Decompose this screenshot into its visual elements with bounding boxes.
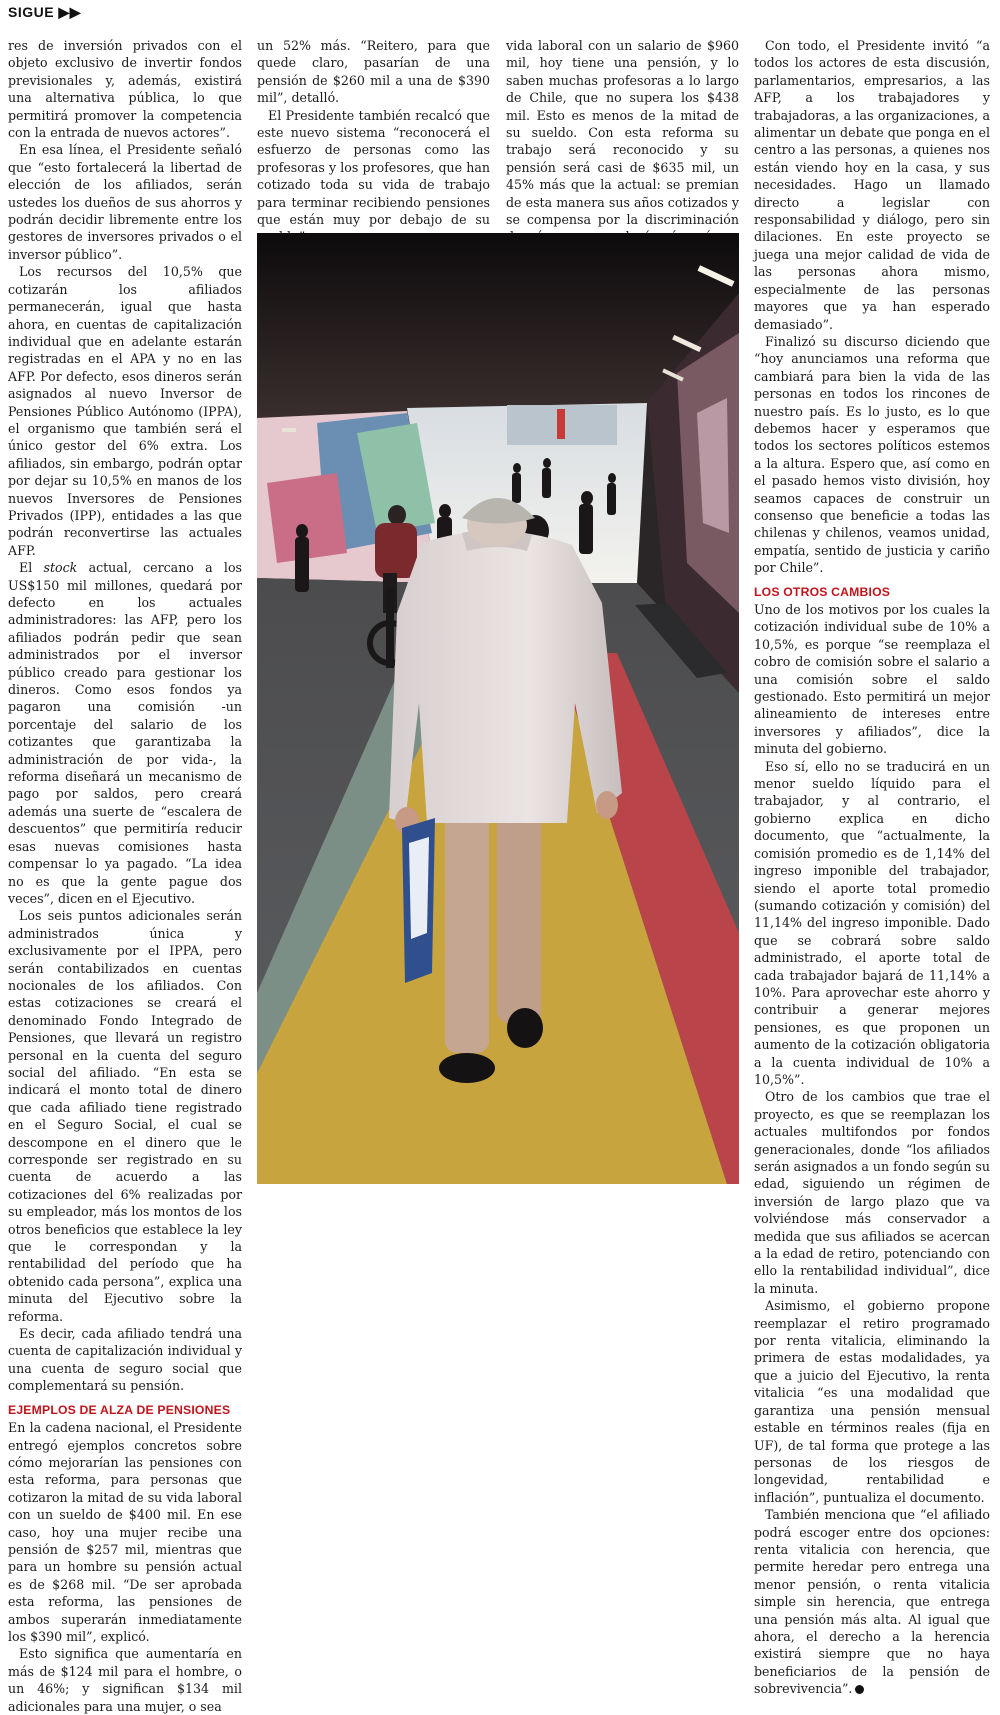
paragraph: Finalizó su discurso diciendo que “hoy anunciamos una reforma que cambiará para bien la vida de las personas en todos los rincones de nuestro país. Es lo justo, es lo que debemos hacer y esperamos que todos los sectores políticos estemos a la altura. Espero que, así como en el pasado hemos visto división, hoy seamos capaces de construir un consenso que beneficie a todas las chilenas y chilenos, veamos unidad, empatía, sentido de justicia y cariño por Chile”.: [754, 333, 990, 576]
text-run: actual, cercano a los US$150 mil millones, quedará por defecto en los actuales administradores: las AFP, pero los afiliados podrán pedir que sean administrados por el inversor público creado para gestionar los dineros. Como esos fondos ya pagaron una comisión -un porcentaje del salario de los cotizantes que garantizaba la administración de por vida-, la reforma diseñará un mecanismo de pago por saldos, pero creará además una suerte de “escalera de descuentos” que permitiría reducir esas nuevas comisiones hasta compensar lo ya pagado. “La idea no es que la gente pague dos veces”, dicen en el Ejecutivo.: [8, 560, 242, 906]
paragraph: Asimismo, el gobierno propone reemplazar el retiro programado por renta vitalicia, eliminando la primera de estas modalidades, ya que a juicio del Ejecutivo, la renta vitalicia “es una modalidad que garantiza una pensión mensual estable en términos reales (fija en UF), de tal forma que protege a las personas de los riesgos de longevidad, rentabilidad e inflación”, puntualiza el documento.: [754, 1298, 990, 1505]
paragraph: [754, 1506, 990, 1697]
paragraph: [8, 559, 242, 907]
paragraph: El Presidente también recalcó que este nuevo sistema “reconocerá el esfuerzo de personas como las profesoras y los profesores, que han cotizado toda su vida de trabajo para terminar recibiendo pensiones que están muy por debajo de su: [257, 107, 490, 228]
tunnel-photo-illustration: [257, 233, 739, 1184]
paragraph: Los seis puntos adicionales serán administrados única y exclusivamente por el IPPA, pero serán contabilizados en cuentas nocionales de los afiliados. Con estas cotizaciones se creará el denominado Fondo Integrado de Pensiones, que llevará un registro personal en la cuenta del seguro social del afiliado. “En esta se indicará el monto total de dinero que cada afiliado tiene registrado en el Seguro Social, el cual se descompone en el dinero que le corresponde ser registrado en su cuenta de acuerdo a las cotizaciones del 6% realizadas por su empleador, más los montos de los otros beneficios que establece la ley que le correspondan y la rentabilidad del período que ha obtenido cada persona”, explica una minuta del Ejecutivo sobre la reforma.: [8, 908, 242, 1324]
paragraph: res de inversión privados con el objeto exclusivo de invertir fondos previsionales y, además, existirá una alternativa pública, lo que permitirá promover la competencia con la entrada de nuevos actores”.: [8, 38, 242, 141]
italic-term: stock: [43, 560, 78, 576]
article-column-1: [8, 37, 242, 1715]
text-run: El: [19, 560, 44, 576]
paragraph: En la cadena nacional, el Presidente entregó ejemplos concretos sobre cómo mejorarían las pensiones con esta reforma, para personas que cotizaron la mitad de su vida laboral con un sueldo de $400 mil. En ese caso, hoy una mujer recibe una pensión de $257 mil, mientras que para un hombre su pensión actual es de $268 mil. “De ser aprobada esta reforma, las pensiones de ambos superarán inmediatamente los $390 mil”, explicó.: [8, 1420, 242, 1644]
article-photo: [257, 233, 739, 1184]
paragraph: Es decir, cada afiliado tendrá una cuenta de capitalización individual y una cuenta de seguro social que complementará su pensión.: [8, 1326, 242, 1394]
paragraph: Otro de los cambios que trae el proyecto, es que se reemplazan los actuales multifondos por fondos generacionales, donde “los afiliados serán asignados a un fondo según su edad, siguiendo un régimen de inversión de largo plazo que va volviéndose más conservador a medida que sus afiliados se acercan a la edad de retiro, potenciando con ello la rentabilidad individual”, dice la minuta.: [754, 1089, 990, 1296]
paragraph: vida laboral con un salario de $960 mil, hoy tiene una pensión, y lo saben muchas profesoras a lo largo de Chile, que no supera los $438 mil. Esto es menos de la mitad de su sueldo. Con esta reforma su trabajo será reconocido y su pensión será casi de $635 mil, un 45% más que la actual: se premian de esta manera sus años cotizados y se compensa por la discriminación: [506, 38, 739, 228]
article-column-4: [754, 37, 990, 1698]
text-run: También menciona que “el afiliado podrá escoger entre dos opciones: renta vitalicia con herencia, que permite heredar pero entrega una menor pensión, o renta vitalicia simple sin herencia, que entrega una pensión más alta. Al igual que ahora, el derecho a la herencia existirá siempre que no haya beneficiarios de la pensión de sobrevivencia”.: [754, 1507, 990, 1697]
paragraph: Los recursos del 10,5% que cotizarán los afiliados permanecerán, igual que hasta ahora, en cuentas de capitalización individual que en adelante estarán registradas en el APA y no en las AFP. Por defecto, esos dineros serán asignados al nuevo Inversor de Pensiones Público Autónomo (IPPA), el organismo que también será el único gestor del 6% extra. Los afiliados, sin embargo, podrán optar por dejar su 10,5% en manos de los nuevos Inversores de Pensiones Privados (IPP), entidades a las que podrán reconvertirse las actuales AFP.: [8, 264, 242, 558]
subheading-otros-cambios: LOS OTROS CAMBIOS: [754, 584, 891, 599]
sigue-header: SIGUE ▶▶: [8, 4, 81, 20]
end-mark-icon: [855, 1685, 864, 1694]
paragraph: Eso sí, ello no se traducirá en un menor sueldo líquido para el trabajador, y al contrario, el gobierno explica en dicho documento, que “actualmente, la comisión promedio es de 1,14% del ingreso imponible del trabajador, siendo el aporte total promedio (sumando cotización y comisión) del 11,14% del ingreso imponible. Dado que se cobrará sobre saldo administrado, el aporte total de cada trabajador bajará de 11,14% a 10%. Para aprovechar este ahorro y contribuir a generar mejores pensiones, es que proponen un aumento de la cotización obligatoria a la cuenta individual de 10% a 10,5%”.: [754, 758, 990, 1087]
paragraph: En esa línea, el Presidente señaló que “esto fortalecerá la libertad de elección de los afiliados, serán ustedes los dueños de sus ahorros y podrán decidir libremente entre los gestores de inversores privados o el inversor público”.: [8, 142, 242, 262]
paragraph: un 52% más. “Reitero, para que quede claro, pasarían de una pensión de $260 mil a una de $390 mil”, detalló.: [257, 38, 490, 106]
paragraph: Con todo, el Presidente invitó “a todos los actores de esta discusión, parlamentarios, empresarios, a las AFP, a los trabajadores y trabajadoras, a las organizaciones, a alimentar un debate que ponga en el centro a las personas, a quienes nos están viendo hoy en la casa, y sus necesidades. Hago un llamado directo a legislar con responsabilidad y diálogo, pero sin dilaciones. En este proyecto se juega una mejor calidad de vida de las personas ahora mismo, especialmente de las personas mayores que ya han esperado demasiado”.: [754, 38, 990, 332]
paragraph: Esto significa que aumentaría en más de $124 mil para el hombre, o un 46%; y significan $134 mil adicionales para una mujer, o sea: [8, 1646, 242, 1714]
paragraph: Uno de los motivos por los cuales la cotización individual sube de 10% a 10,5%, es porque “se reemplaza el cobro de comisión sobre el salario a una comisión sobre el saldo gestionado. Esto permitirá un mejor alineamiento de intereses entre inversores y afiliados”, dice la minuta del gobierno.: [754, 602, 990, 757]
subheading-ejemplos: EJEMPLOS DE ALZA DE PENSIONES: [8, 1402, 231, 1417]
